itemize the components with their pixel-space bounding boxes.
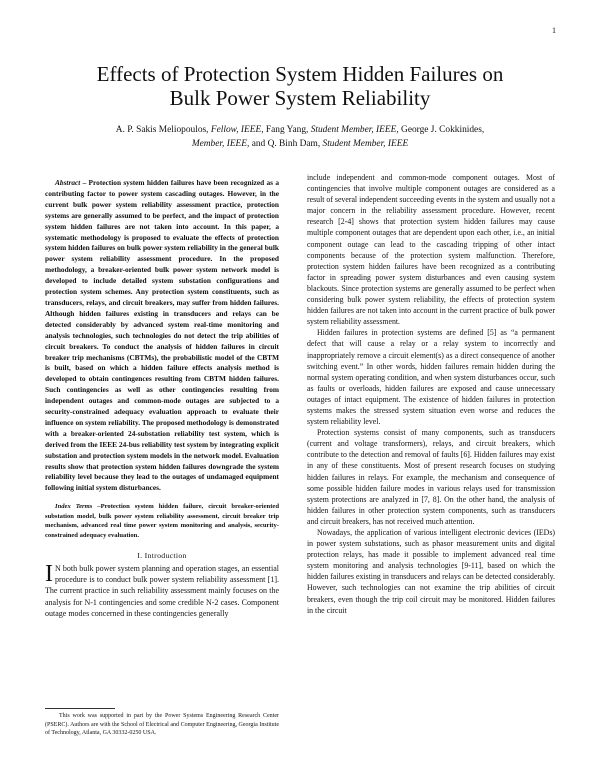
author-role: Fellow, IEEE, <box>210 125 264 135</box>
section-heading: I. Introduction <box>137 550 187 560</box>
left-column <box>45 178 279 619</box>
author-name: George J. Cokkinides, <box>398 125 485 135</box>
intro-paragraph <box>45 560 279 619</box>
author-role: Member, IEEE, <box>191 139 250 149</box>
body-paragraph: Nowadays, the application of various intelligent electronic devices (IEDs) in power system substations, such as phasor measurement units and digital protection relays, has made it possible to implement advanced real time system monitoring and analysis technologies [9-11], based on which the hidden failures existing in transducers and relays can be detected considerably. However, such technologies can not examine the trip abilities of circuit breakers, even though the trip coil circuit may be monitored. Hidden failures in the circuit <box>307 528 555 615</box>
intro-text: N both bulk power system planning and operation stages, an essential procedure is to conduct bulk power system reliability assessment [1]. The current practice in such reliability assessment mainly focuses on the analysis for N-1 contingencies and some credible N-2 cases. Component outage modes concerned in these contingencies generally <box>45 563 279 618</box>
paper-title <box>30 62 570 110</box>
author-name: Fang Yang, <box>263 125 311 135</box>
author-role: Student Member, IEEE, <box>310 125 399 135</box>
footnote: This work was supported in part by the Power Systems Engineering Research Center (PSERC). Authors are with the School of Electrical and Computer Engineering, Georgia Institute of Technology, Atlanta, GA 30332-0250 USA. <box>45 713 279 737</box>
right-column <box>307 172 555 616</box>
body-paragraph: Hidden failures in protection systems are defined [5] as “a permanent defect that will cause a relay or a relay system to incorrectly and inappropriately remove a circuit element(s) as a direct consequence of another switching event.” In other words, hidden failures remain hidden during the normal system operating condition, and when system disturbances occur, such as faults or overloads, hidden failures are exposed and cause unnecessary outages of intact equipment. The existence of hidden failures in protection systems makes the stressed system situation even worse and reduces the system reliability level. <box>307 328 555 427</box>
abstract-text: – Protection system hidden failures have been recognized as a contributing factor to power system cascading outages. However, in the current bulk power system reliability assessment practice, protection systems are generally assumed to be perfect, and the impact of protection system hidden failures are not taken into account. In this paper, a systematic methodology is proposed to evaluate the effects of protection system hidden failures on bulk power system reliability in the general bulk power system reliability assessment procedure. In the proposed methodology, a breaker-oriented bulk power system network model is developed to include detailed system substation configurations and protection system schemes. Any protection system constituents, such as transducers, relays, and circuit breakers, may suffer from hidden failures. Although hidden failures existing in transducers and relays can be detected considerably by advanced system real-time monitoring and analysis technologies, such technologies do not detect the trip abilities of circuit breakers. To conduct the analysis of hidden failures in circuit breaker trip mechanisms (CBTMs), the probabilistic model of the CBTM is built, based on which a hidden failure effects analysis method is developed to obtain contingences resulting from CBTM hidden failures. Such contingencies as well as other contingencies resulting from independent outages and common-mode outages are subjected to a security-constrained adequacy evaluation approach to evaluate their influence on system reliability. The proposed methodology is demonstrated with a breaker-oriented 24-substation reliability test system, which is derived from the IEEE 24-bus reliability test system by integrating explicit substation and protection system models in the network model. Evaluation results show that protection system hidden failures downgrade the system reliability level because they lead to the outages of undamaged equipment following initial system disturbances. <box>45 178 279 493</box>
index-terms-text: –Protection system hidden failure, circuit breaker-oriented substation model, bulk power system reliability assessment, circuit breaker trip mechanism, advanced real time power system monitoring and analysis, security-constrained adequacy evaluation. <box>45 503 279 540</box>
abstract-label: Abstract <box>55 178 81 187</box>
body-paragraph: Protection systems consist of many components, such as transducers (current and voltage transformers), relays, and circuit breakers, which contribute to the detection and removal of faults [6]. Hidden failures may exist in any of these constituents. Most of present research focuses on studying hidden failures in relays. For example, the mechanism and consequence of some possible hidden failure modes in various relays used for transmission system protections are analyzed in [7, 8]. On the other hand, the analysis of hidden failures in other protection system components, such as transducers and circuit breakers, has not received much attention. <box>307 428 555 526</box>
author-line-2 <box>40 137 560 151</box>
author-role: Student Member, IEEE <box>322 139 409 149</box>
abstract <box>45 178 279 494</box>
author-line-1 <box>40 123 560 137</box>
author-name: and Q. Binh Dam, <box>249 139 323 149</box>
page-number: 1 <box>552 26 556 35</box>
footnote-divider <box>45 708 115 709</box>
author-name: A. P. Sakis Meliopoulos, <box>115 125 211 135</box>
body-paragraph: include independent and common-mode component outages. Most of contingencies that involve multiple component outages are considered as a result of several independent succeeding events in the system and usually not a major concern in the reliability assessment procedure. However, recent research [2-4] shows that protection system hidden failures may cause multiple component outages that are dependent upon each other, i.e., an initial component outage can lead to the cascading tripping of other intact components because of the protection system malfunction. Therefore, protection system hidden failures have been recognized as a contributing factor in spreading power system disturbances and even causing system blackouts. Since protection systems are generally assumed to be perfect when considering bulk power system reliability, the effects of protection system hidden failures are not taken into account in the current practice of bulk power system reliability assessment. <box>307 173 555 327</box>
title-line-2: Bulk Power System Reliability <box>169 86 431 110</box>
index-terms <box>45 502 279 540</box>
author-list <box>40 123 560 151</box>
title-line-1: Effects of Protection System Hidden Failures on <box>96 62 504 86</box>
drop-cap: I <box>45 560 53 587</box>
index-terms-label: Index Terms <box>55 503 93 511</box>
